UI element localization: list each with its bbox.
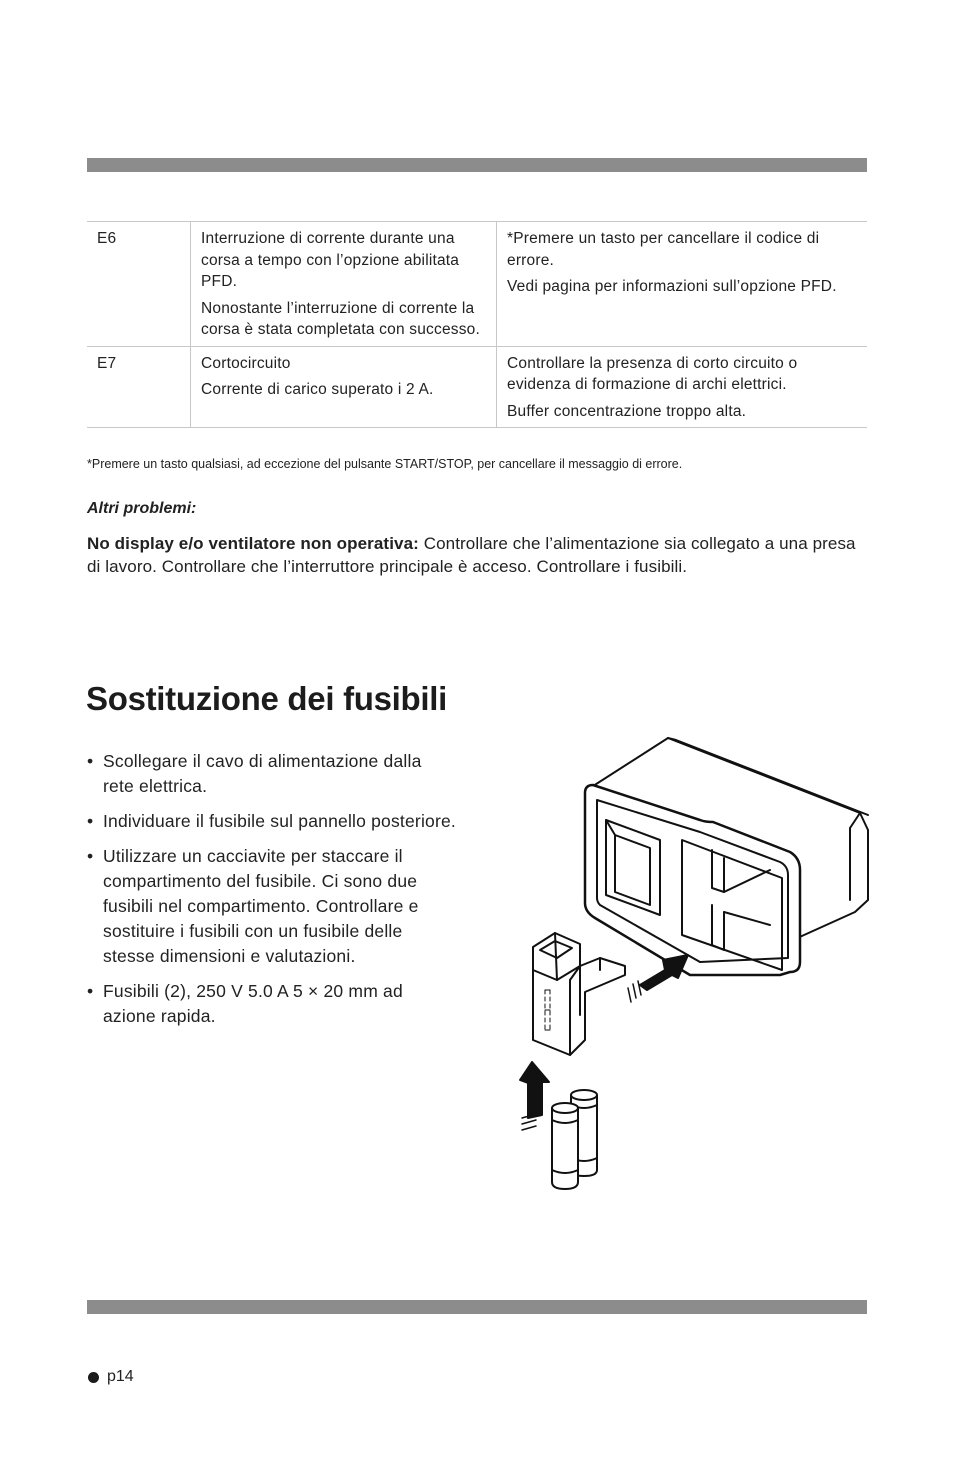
- table-row: [87, 222, 867, 347]
- power-inlet-module: [585, 738, 868, 975]
- error-action-cell: [497, 222, 868, 347]
- list-item: [87, 809, 457, 834]
- fuse-icon: [552, 1103, 578, 1189]
- page-number-text: p14: [107, 1368, 134, 1385]
- error-action: Vedi pagina per informazioni sull’opzione PFD.: [507, 278, 837, 295]
- list-item: [87, 844, 457, 969]
- error-description: Corrente di carico superato i 2 A.: [201, 381, 434, 398]
- bullet: •: [87, 751, 94, 771]
- header-rule: [87, 158, 867, 172]
- error-description: Interruzione di corrente durante una corsa a tempo con l’opzione abilitata PFD.: [201, 230, 460, 290]
- step-text: Individuare il fusibile sul pannello posteriore.: [103, 811, 456, 831]
- error-description: Nonostante l’interruzione di corrente la corsa è stata completata con successo.: [201, 299, 480, 338]
- error-action: Buffer concentrazione troppo alta.: [507, 402, 747, 420]
- footer-rule: [87, 1300, 867, 1314]
- error-action: Controllare la presenza di corto circuito o evidenza di formazione di archi elettrici.: [507, 354, 798, 393]
- table-footnote: *Premere un tasto qualsiasi, ad eccezione del pulsante START/STOP, per cancellare il messaggio di errore.: [87, 457, 683, 471]
- error-description-cell: [191, 346, 497, 428]
- fuse-steps-list: [87, 749, 457, 1039]
- step-text: Utilizzare un cacciavite per staccare il compartimento del fusibile. Ci sono due fusibili nel compartimento. Controllare e sostituire i fusibili con un fusibile delle stesse dimensioni e valutazioni.: [103, 846, 419, 966]
- fuse-replacement-illustration: [505, 730, 885, 1200]
- error-code-cell: [87, 346, 191, 428]
- error-code-cell: [87, 222, 191, 347]
- step-text: Fusibili (2), 250 V 5.0 A 5 × 20 mm ad azione rapida.: [103, 981, 403, 1026]
- fuse-drawer: [533, 933, 625, 1055]
- bullet: •: [87, 981, 94, 1001]
- bullet: •: [87, 846, 94, 866]
- error-code: E7: [97, 354, 117, 372]
- error-action: *Premere un tasto per cancellare il codice di errore.: [507, 230, 820, 269]
- bullet: •: [87, 811, 94, 831]
- page-number: [88, 1368, 134, 1386]
- upward-arrow-icon: [520, 1062, 549, 1130]
- table-row: [87, 346, 867, 428]
- bullet-dot-icon: [88, 1372, 99, 1383]
- list-item: [87, 749, 457, 799]
- other-problems-paragraph: [87, 532, 872, 578]
- list-item: [87, 979, 457, 1029]
- section-title: Sostituzione dei fusibili: [86, 680, 448, 717]
- error-code-table: [87, 221, 867, 428]
- error-description: Cortocircuito: [201, 354, 291, 372]
- other-problems-text: Controllare che l’alimentazione sia collegato a una presa di lavoro. Controllare che l’interruttore principale è acceso. Controllare i fusibili.: [87, 534, 856, 576]
- step-text: Scollegare il cavo di alimentazione dalla rete elettrica.: [103, 751, 422, 796]
- error-code: E6: [97, 230, 117, 247]
- insert-arrow-icon: [628, 955, 688, 1002]
- error-description-cell: [191, 222, 497, 347]
- other-problems-heading: Altri problemi:: [87, 500, 197, 517]
- other-problems-label: No display e/o ventilatore non operativa:: [87, 534, 419, 553]
- error-action-cell: [497, 346, 868, 428]
